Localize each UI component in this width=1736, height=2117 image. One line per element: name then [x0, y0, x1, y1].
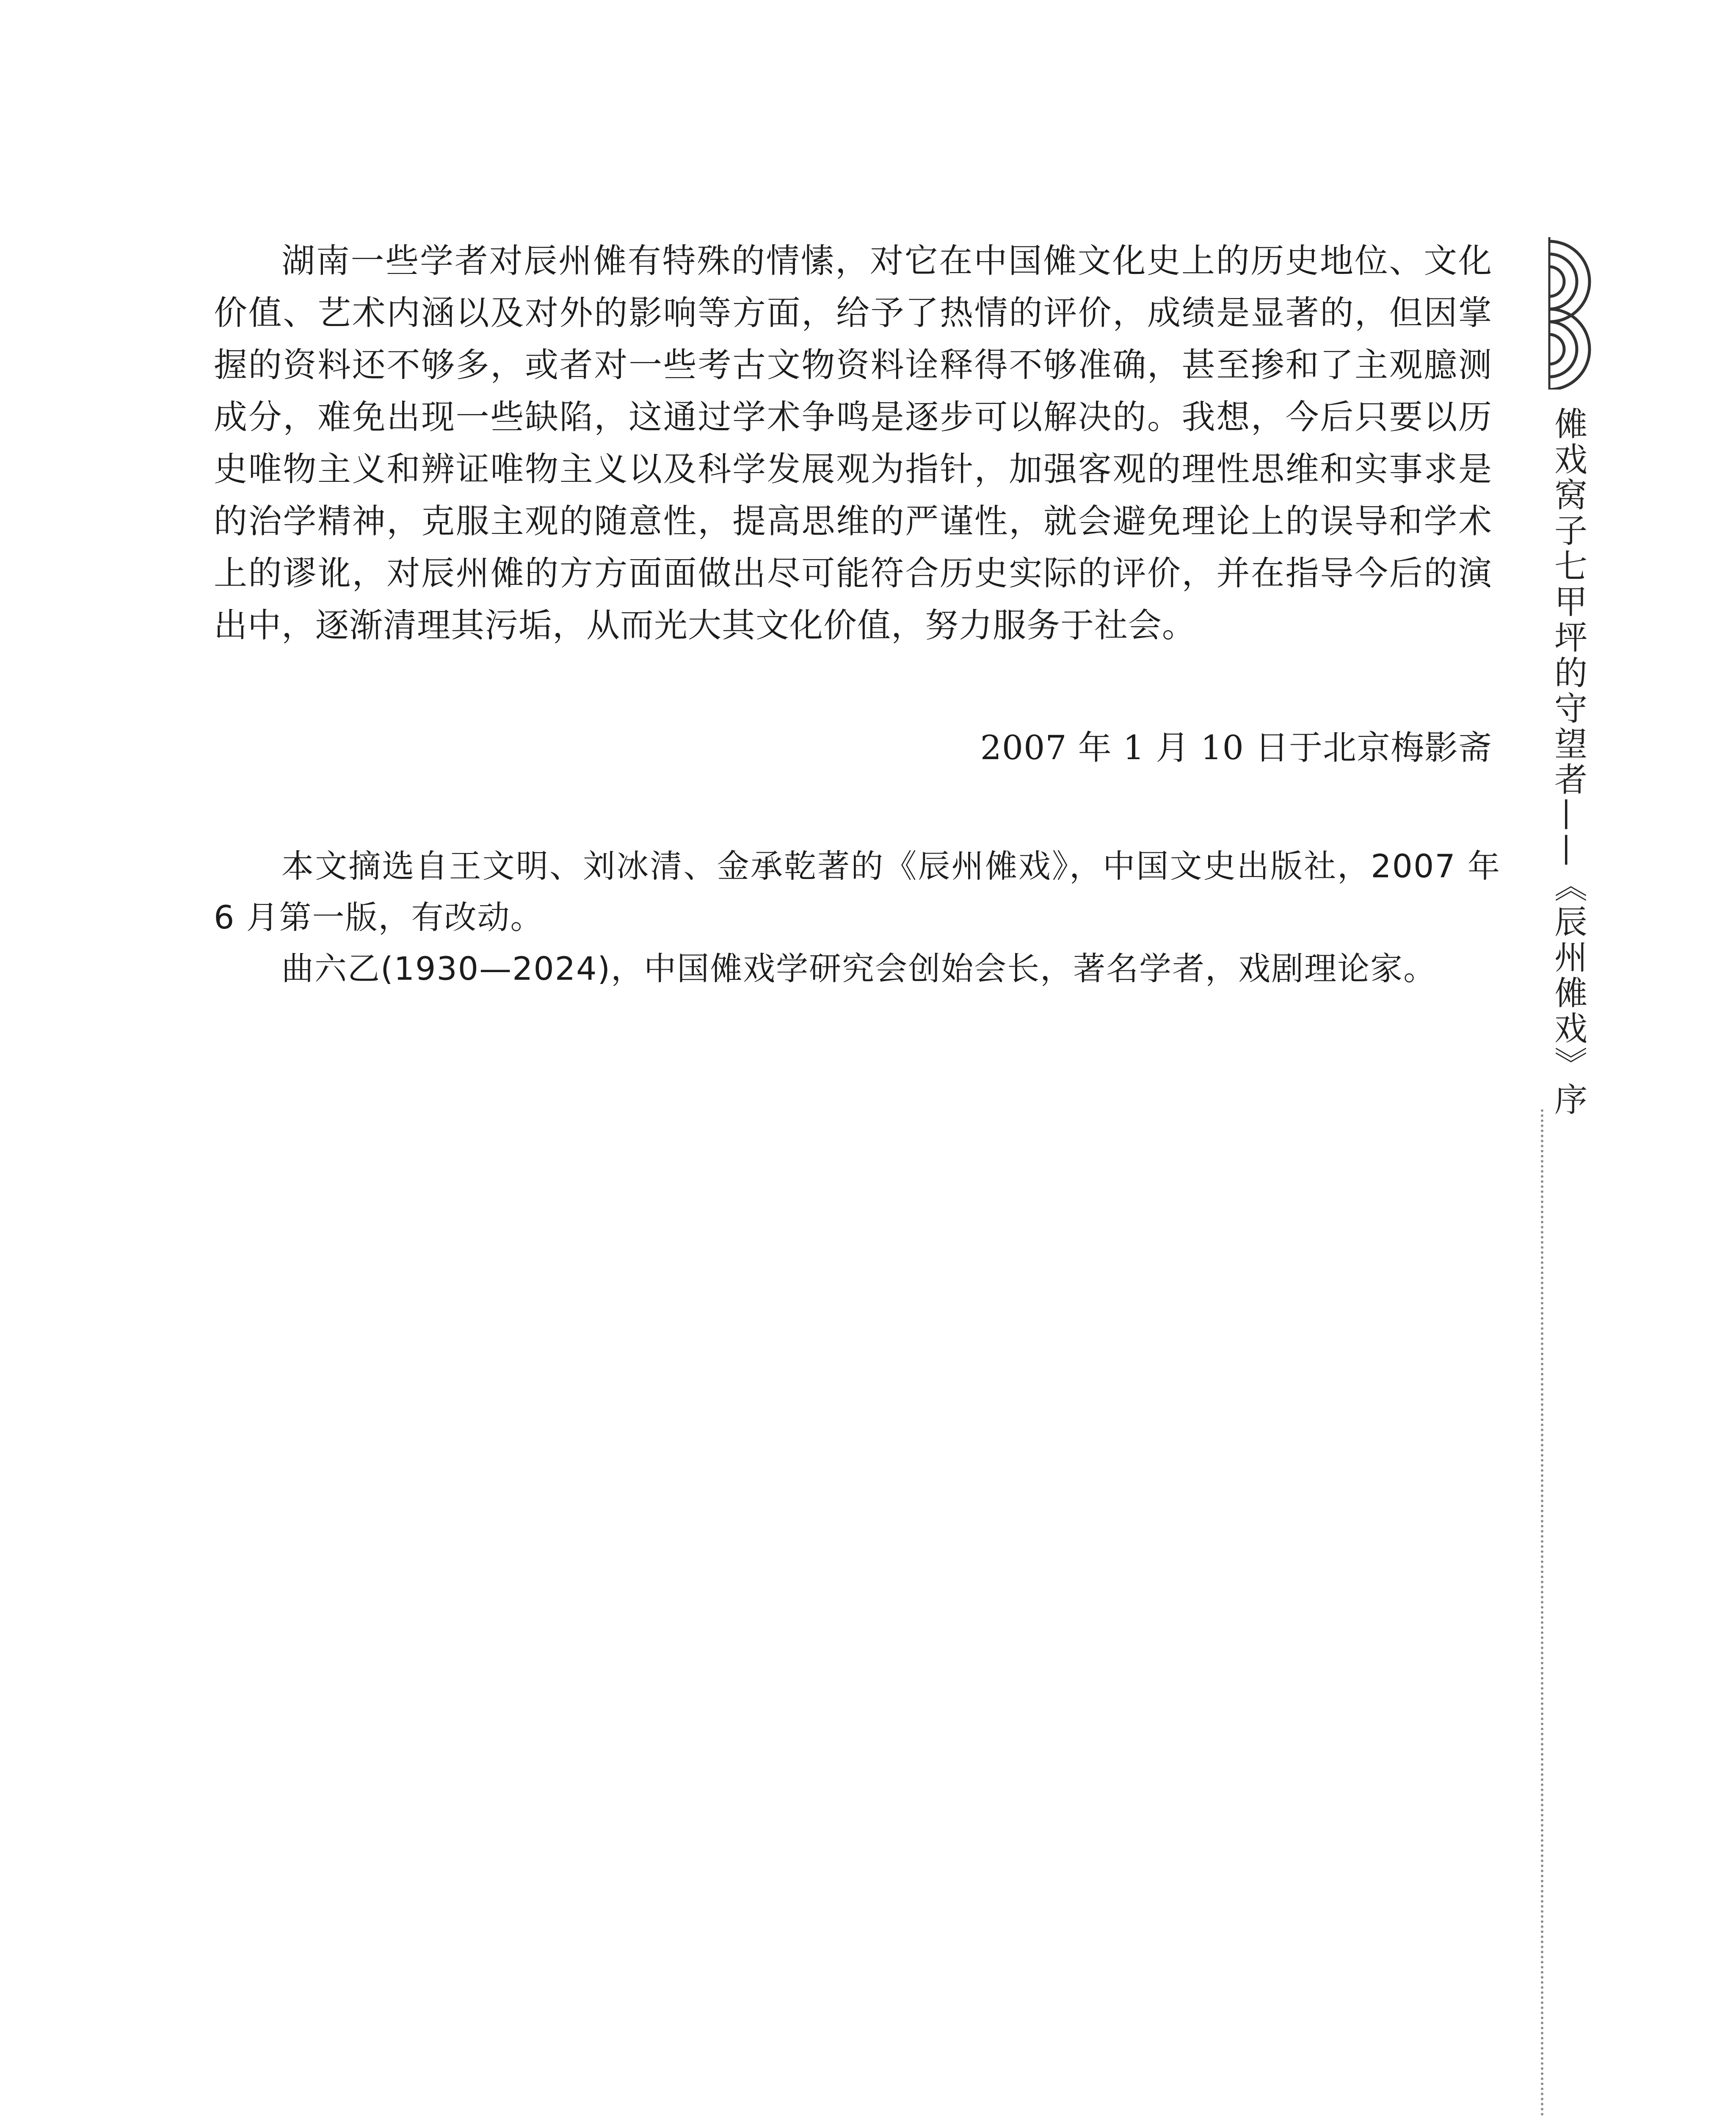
- running-title: 傩戏窝子七甲坪的守望者——《辰州傩戏》序: [1549, 406, 1587, 1118]
- margin-dotted-rule: [1541, 1109, 1543, 2117]
- body-paragraph: 湖南一些学者对辰州傩有特殊的情愫，对它在中国傩文化史上的历史地位、文化价值、艺术内涵以及对外的影响等方面，给予了热情的评价，成绩是显著的，但因掌握的资料还不够多，或者对一些考古文物资料诠释得不够准确，甚至掺和了主观臆测成分，难免出现一些缺陷，这通过学术争鸣是逐步可以解决的。我想，今后只要以历史唯物主义和辨证唯物主义以及科学发展观为指针，加强客观的理性思维和实事求是的治学精神，克服主观的随意性，提高思维的严谨性，就会避免理论上的误导和学术上的谬讹，对辰州傩的方方面面做出尽可能符合历史实际的评价，并在指导今后的演出中，逐渐清理其污垢，从而光大其文化价值，努力服务于社会。: [214, 241, 1492, 645]
- notes-section: [214, 840, 1501, 994]
- cloud-ornament-icon: [1520, 237, 1604, 390]
- main-body: [214, 235, 1492, 652]
- author-bio-note: 曲六乙(1930—2024)，中国傩戏学研究会创始会长，著名学者，戏剧理论家。: [282, 950, 1437, 987]
- source-note: 本文摘选自王文明、刘冰清、金承乾著的《辰州傩戏》，中国文史出版社，2007 年 6 月第一版，有改动。: [214, 847, 1501, 936]
- signature-date-line: 2007 年 1 月 10 日于北京梅影斋: [980, 728, 1492, 767]
